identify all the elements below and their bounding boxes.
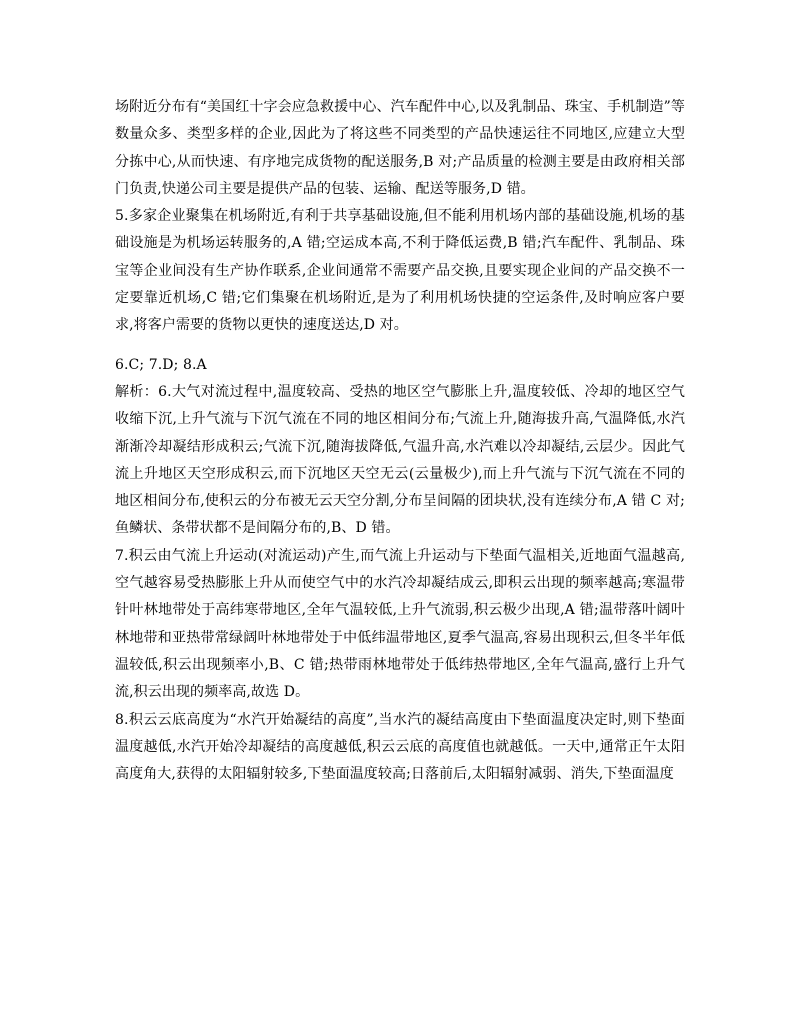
answer-key: 6.C; 7.D; 8.A (115, 356, 207, 373)
paragraph-q5-analysis: 5.多家企业聚集在机场附近,有利于共享基础设施,但不能利用机场内部的基础设施,机场的基础设施是为机场运转服务的,A 错;空运成本高,不利于降低运费,B 错;汽车配件、乳制品、珠宝等企业间没有生产协作联系,企业间通常不需要产品交换,且要实现企业间的产品交换不一定要靠近机场,C 错;它们集聚在机场附近,是为了利用机场快捷的空运条件,及时响应客户要求,将客户需要的货物以更快的速度送达,D 对。 (115, 208, 685, 334)
paragraph-q4-continued: 场附近分布有“美国红十字会应急救援中心、汽车配件中心,以及乳制品、珠宝、手机制造”等数量众多、类型多样的企业,因此为了将这些不同类型的产品快速运往不同地区,应建立大型分拣中心,从而快速、有序地完成货物的配送服务,B 对;产品质量的检测主要是由政府相关部门负责,快递公司主要是提供产品的包装、运输、配送等服务,D 错。 (115, 99, 685, 197)
paragraph-q7-analysis: 7.积云由气流上升运动(对流运动)产生,而气流上升运动与下垫面气温相关,近地面气温越高,空气越容易受热膨胀上升从而使空气中的水汽冷却凝结成云,即积云出现的频率越高;寒温带针叶林地带处于高纬寒带地区,全年气温较低,上升气流弱,积云极少出现,A 错;温带落叶阔叶林地带和亚热带常绿阔叶林地带处于中低纬温带地区,夏季气温高,容易出现积云,但冬半年低温较低,积云出现频率小,B、C 错;热带雨林地带处于低纬热带地区,全年气温高,盛行上升气流,积云出现的频率高,故选 D。 (115, 547, 685, 701)
paragraph-q8-analysis: 8.积云云底高度为“水汽开始凝结的高度”,当水汽的凝结高度由下垫面温度决定时,则下垫面温度越低,水汽开始冷却凝结的高度越低,积云云底的高度值也就越低。一天中,通常正午太阳高度角大,获得的太阳辐射较多,下垫面温度较高;日落前后,太阳辐射减弱、消失,下垫面温度 (115, 711, 685, 783)
section-gap (115, 340, 685, 352)
document-page (115, 94, 685, 788)
paragraph-q6-analysis: 解析：6.大气对流过程中,温度较高、受热的地区空气膨胀上升,温度较低、冷却的地区空气收缩下沉,上升气流与下沉气流在不同的地区相间分布;气流上升,随海拔升高,气温降低,水汽渐渐冷却凝结形成积云;气流下沉,随海拔降低,气温升高,水汽难以冷却凝结,云层少。因此气流上升地区天空形成积云,而下沉地区天空无云(云量极少),而上升气流与下沉气流在不同的地区相间分布,使积云的分布被无云天空分割,分布呈间隔的团块状,没有连续分布,A 错 C 对;鱼鳞状、条带状都不是间隔分布的,B、D 错。 (115, 383, 685, 537)
